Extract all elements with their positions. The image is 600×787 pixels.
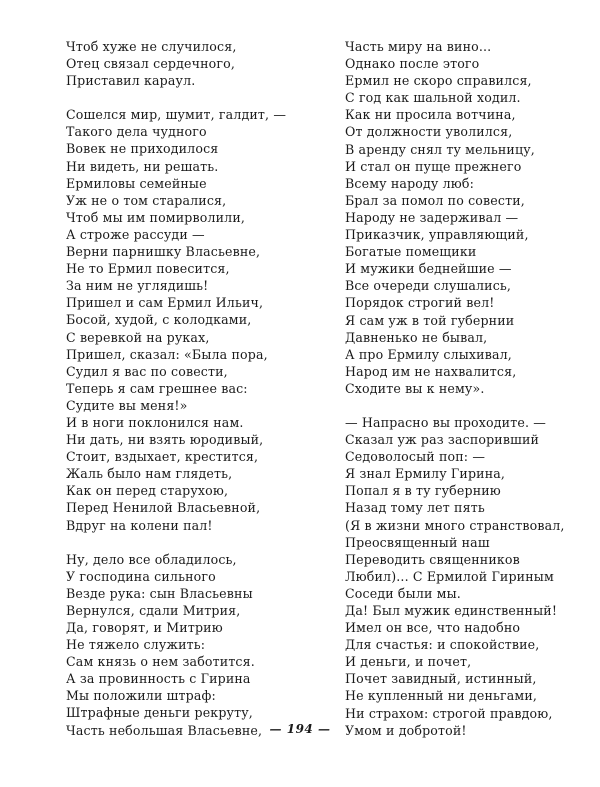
poem-line: Штрафные деньги рекруту, <box>66 705 253 721</box>
poem-line: Не купленный ни деньгами, <box>345 688 538 704</box>
poem-line: А за провинность с Гирина <box>66 671 251 687</box>
poem-line: Всему народу люб: <box>345 175 475 191</box>
poem-line: Я сам уж в той губернии <box>345 312 515 328</box>
poem-line: Давненько не бывал, <box>345 329 488 345</box>
poem-line: Везде рука: сын Власьевны <box>66 585 253 601</box>
poem-line: Народу не задерживал — <box>345 209 519 225</box>
poem-line: И мужики беднейшие — <box>345 261 512 277</box>
poem-line: Как он перед старухою, <box>66 483 229 499</box>
stanza <box>66 38 286 89</box>
poem-line: Уж не о том старалися, <box>66 192 227 208</box>
poem-line: Любил)... С Ермилой Гириным <box>345 568 554 584</box>
poem-line: Чтоб хуже не случилося, <box>66 39 237 54</box>
poem-line: Назад тому лет пять <box>345 500 485 516</box>
stanza <box>66 106 286 533</box>
poem-line: Часть небольшая Власьевне, <box>66 722 263 738</box>
poem-line: И стал он пуще прежнего <box>345 158 522 174</box>
poem-line: Сошелся мир, шумит, галдит, — <box>66 107 287 123</box>
poem-line: Жаль было нам глядеть, <box>66 466 233 482</box>
poem-line: Брал за помол по совести, <box>345 192 525 208</box>
poem-line: А строже рассуди — <box>66 226 205 242</box>
poem-line: Ермиловы семейные <box>66 175 207 191</box>
poem-line: Вдруг на колени пал! <box>66 517 213 533</box>
poem-line: Умом и добротой! <box>345 722 467 738</box>
poem-line: А про Ермилу слыхивал, <box>345 346 512 362</box>
poem-line: Перед Ненилой Власьевной, <box>66 500 261 516</box>
poem-line: Мы положили штраф: <box>66 688 216 704</box>
left-column <box>66 38 286 739</box>
poem-line: С год как шальной ходил. <box>345 90 521 106</box>
poem-line: Богатые помещики <box>345 244 477 260</box>
poem-line: Почет завидный, истинный, <box>345 671 537 687</box>
poem-line: Да! Был мужик единственный! <box>345 603 558 618</box>
poem-line: Все очереди слушались, <box>345 278 512 294</box>
poem-line: — Напрасно вы проходите. — <box>345 414 546 430</box>
stanza <box>345 38 565 397</box>
poem-line: Сходите вы к нему». <box>345 380 485 396</box>
poem-line: Стоит, вздыхает, крестится, <box>66 449 259 465</box>
poem-line: У господина сильного <box>66 568 216 584</box>
stanza <box>66 551 286 739</box>
poem-line: Седоволосый поп: — <box>345 449 486 465</box>
poem-line: Такого дела чудного <box>66 124 207 140</box>
poem-line: И в ноги поклонился нам. <box>66 414 244 430</box>
poem-line: От должности уволился, <box>345 124 513 140</box>
poem-line: Переводить священников <box>345 551 520 567</box>
poem-line: Верни парнишку Власьевне, <box>66 244 261 260</box>
poem-line: Сам князь о нем заботится. <box>66 654 255 670</box>
poem-line: Приставил караул. <box>66 73 196 89</box>
poem-line: Босой, худой, с колодками, <box>66 312 252 328</box>
poem-line: Преосвященный наш <box>345 534 490 550</box>
poem-line: Соседи были мы. <box>345 585 461 601</box>
poem-line: Ни дать, ни взять юродивый, <box>66 432 264 448</box>
poem-line: И деньги, и почет, <box>345 654 472 670</box>
poem-line: Сказал уж раз заспоривший <box>345 432 540 448</box>
poem-line: Не то Ермил повесится, <box>66 261 230 277</box>
poem-line: Ни страхом: строгой правдою, <box>345 705 553 721</box>
poem-line: Ермил не скоро справился, <box>345 73 532 89</box>
poem-line: Пришел и сам Ермил Ильич, <box>66 295 264 311</box>
poem-line: За ним не углядишь! <box>66 278 209 294</box>
poem-line: Судил я вас по совести, <box>66 363 228 379</box>
poem-line: Теперь я сам грешнее вас: <box>66 380 248 396</box>
poem-line: Попал я в ту губернию <box>345 483 501 499</box>
poem-line: Я знал Ермилу Гирина, <box>345 466 506 482</box>
poem-line: Не тяжело служить: <box>66 637 206 653</box>
poem-line: Ну, дело все обладилось, <box>66 551 237 567</box>
page-number: — 194 — <box>269 722 331 736</box>
poem-line: (Я в жизни много странствовал, <box>345 517 565 533</box>
poem-line: Ни видеть, ни решать. <box>66 158 219 174</box>
poem-line: Чтоб мы им помирволили, <box>66 209 246 225</box>
poem-line: Народ им не нахвалится, <box>345 363 517 379</box>
poem-line: Имел он все, что надобно <box>345 620 521 636</box>
poem-line: Да, говорят, и Митрию <box>66 620 223 635</box>
poem-line: Как ни просила вотчина, <box>345 107 516 123</box>
poem-line: Для счастья: и спокойствие, <box>345 637 540 653</box>
poem-line: Пришел, сказал: «Была пора, <box>66 346 268 362</box>
poem-line: Часть миру на вино... <box>345 39 492 54</box>
poem-line: Вернулся, сдали Митрия, <box>66 602 241 618</box>
poem-line: В аренду снял ту мельницу, <box>345 141 535 157</box>
poem-line: С веревкой на руках, <box>66 329 210 345</box>
poem-line: Однако после этого <box>345 56 480 72</box>
poem-line: Порядок строгий вел! <box>345 295 495 311</box>
poem-line: Приказчик, управляющий, <box>345 227 529 243</box>
poem-line: Отец связал сердечного, <box>66 56 236 72</box>
poem-line: Судите вы меня!» <box>66 397 188 413</box>
stanza <box>345 414 565 739</box>
poem-line: Вовек не приходилося <box>66 141 219 157</box>
right-column <box>345 38 565 739</box>
